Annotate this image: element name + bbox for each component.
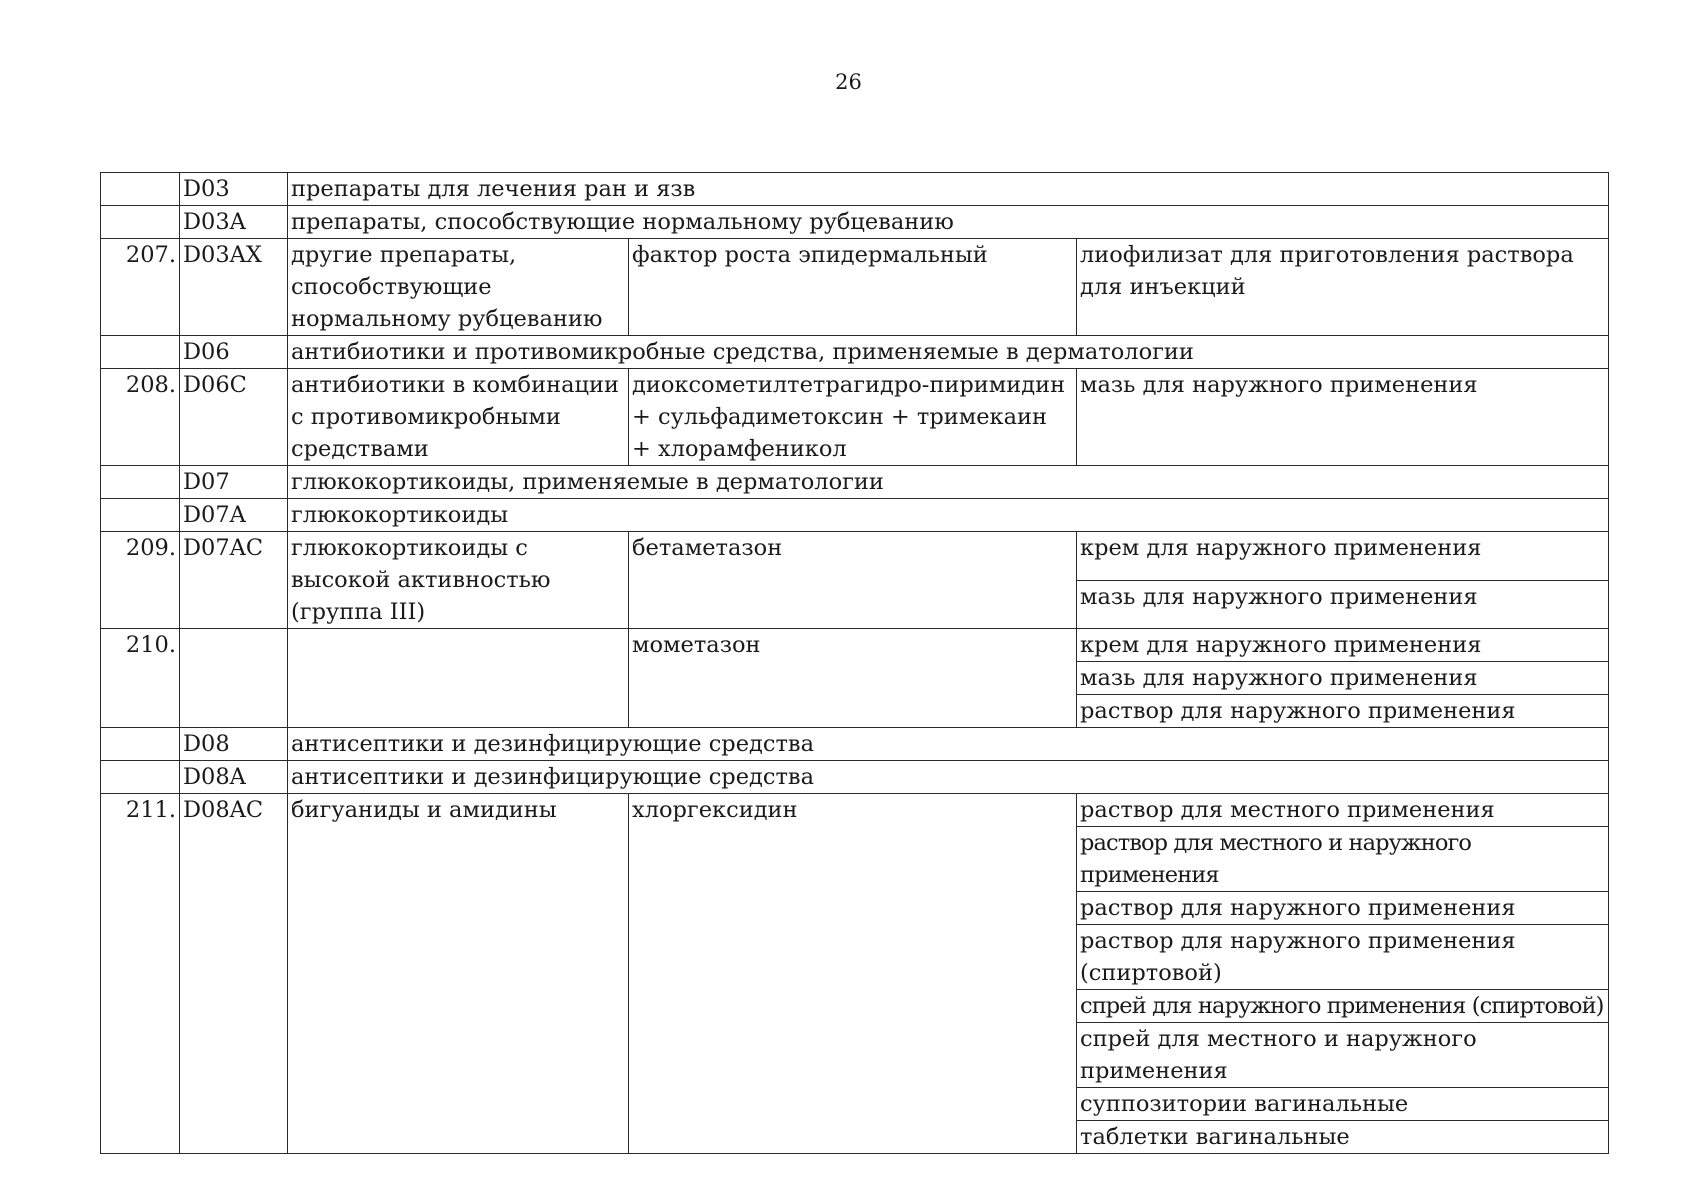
group-title: препараты, способствующие нормальному рубцеванию [288, 206, 1609, 239]
item-row [101, 239, 1609, 336]
dosage-form: мазь для наружного применения [1077, 369, 1609, 466]
row-number [101, 466, 180, 499]
dosage-form: спрей для местного и наружного применения [1077, 1023, 1609, 1088]
group-title: антисептики и дезинфицирующие средства [288, 728, 1609, 761]
atc-code: D08AC [180, 794, 288, 1154]
row-number [101, 499, 180, 532]
dosage-form: спрей для наружного применения (спиртовой) [1077, 990, 1609, 1023]
row-number [101, 761, 180, 794]
dosage-form: лиофилизат для приготовления раствора для инъекций [1077, 239, 1609, 336]
atc-code: D06C [180, 369, 288, 466]
dosage-form: суппозитории вагинальные [1077, 1088, 1609, 1121]
dosage-form: таблетки вагинальные [1077, 1121, 1609, 1154]
atc-code: D07A [180, 499, 288, 532]
atc-code: D03 [180, 173, 288, 206]
atc-code [180, 629, 288, 728]
dosage-form: раствор для наружного применения [1077, 695, 1609, 728]
item-row [101, 532, 1609, 581]
row-number [101, 206, 180, 239]
item-row [101, 629, 1609, 662]
row-number [101, 728, 180, 761]
row-number [101, 336, 180, 369]
anatomic-group: бигуаниды и амидины [288, 794, 629, 1154]
dosage-form: мазь для наружного применения [1077, 580, 1609, 629]
atc-code: D07AC [180, 532, 288, 629]
group-row [101, 173, 1609, 206]
group-row [101, 336, 1609, 369]
anatomic-group [288, 629, 629, 728]
group-title: антибиотики и противомикробные средства, применяемые в дерматологии [288, 336, 1609, 369]
anatomic-group: другие препараты, способствующие нормальному рубцеванию [288, 239, 629, 336]
anatomic-group: глюкокортикоиды с высокой активностью (группа III) [288, 532, 629, 629]
dosage-form: крем для наружного применения [1077, 532, 1609, 581]
row-number [101, 173, 180, 206]
group-title: глюкокортикоиды, применяемые в дерматологии [288, 466, 1609, 499]
atc-code: D06 [180, 336, 288, 369]
atc-code: D03AX [180, 239, 288, 336]
item-row [101, 794, 1609, 827]
atc-code: D07 [180, 466, 288, 499]
row-number: 207. [101, 239, 180, 336]
group-row [101, 499, 1609, 532]
group-title: препараты для лечения ран и язв [288, 173, 1609, 206]
group-row [101, 761, 1609, 794]
dosage-form: крем для наружного применения [1077, 629, 1609, 662]
drug-list-body [101, 173, 1609, 1154]
row-number: 211. [101, 794, 180, 1154]
group-row [101, 206, 1609, 239]
dosage-form: раствор для местного применения [1077, 794, 1609, 827]
dosage-form: раствор для наружного применения (спиртовой) [1077, 925, 1609, 990]
row-number: 208. [101, 369, 180, 466]
active-substance: хлоргексидин [629, 794, 1077, 1154]
atc-code: D03A [180, 206, 288, 239]
active-substance: диоксометилтетрагидро-пиримидин + сульфадиметоксин + тримекаин + хлорамфеникол [629, 369, 1077, 466]
active-substance: фактор роста эпидермальный [629, 239, 1077, 336]
dosage-form: раствор для местного и наружного применения [1077, 827, 1609, 892]
group-title: глюкокортикоиды [288, 499, 1609, 532]
group-row [101, 728, 1609, 761]
active-substance: бетаметазон [629, 532, 1077, 629]
atc-code: D08 [180, 728, 288, 761]
row-number: 210. [101, 629, 180, 728]
anatomic-group: антибиотики в комбинации с противомикробными средствами [288, 369, 629, 466]
group-title: антисептики и дезинфицирующие средства [288, 761, 1609, 794]
drug-list-table [100, 172, 1609, 1154]
page-number: 26 [835, 70, 862, 94]
dosage-form: мазь для наружного применения [1077, 662, 1609, 695]
item-row [101, 369, 1609, 466]
active-substance: мометазон [629, 629, 1077, 728]
atc-code: D08A [180, 761, 288, 794]
row-number: 209. [101, 532, 180, 629]
dosage-form: раствор для наружного применения [1077, 892, 1609, 925]
group-row [101, 466, 1609, 499]
